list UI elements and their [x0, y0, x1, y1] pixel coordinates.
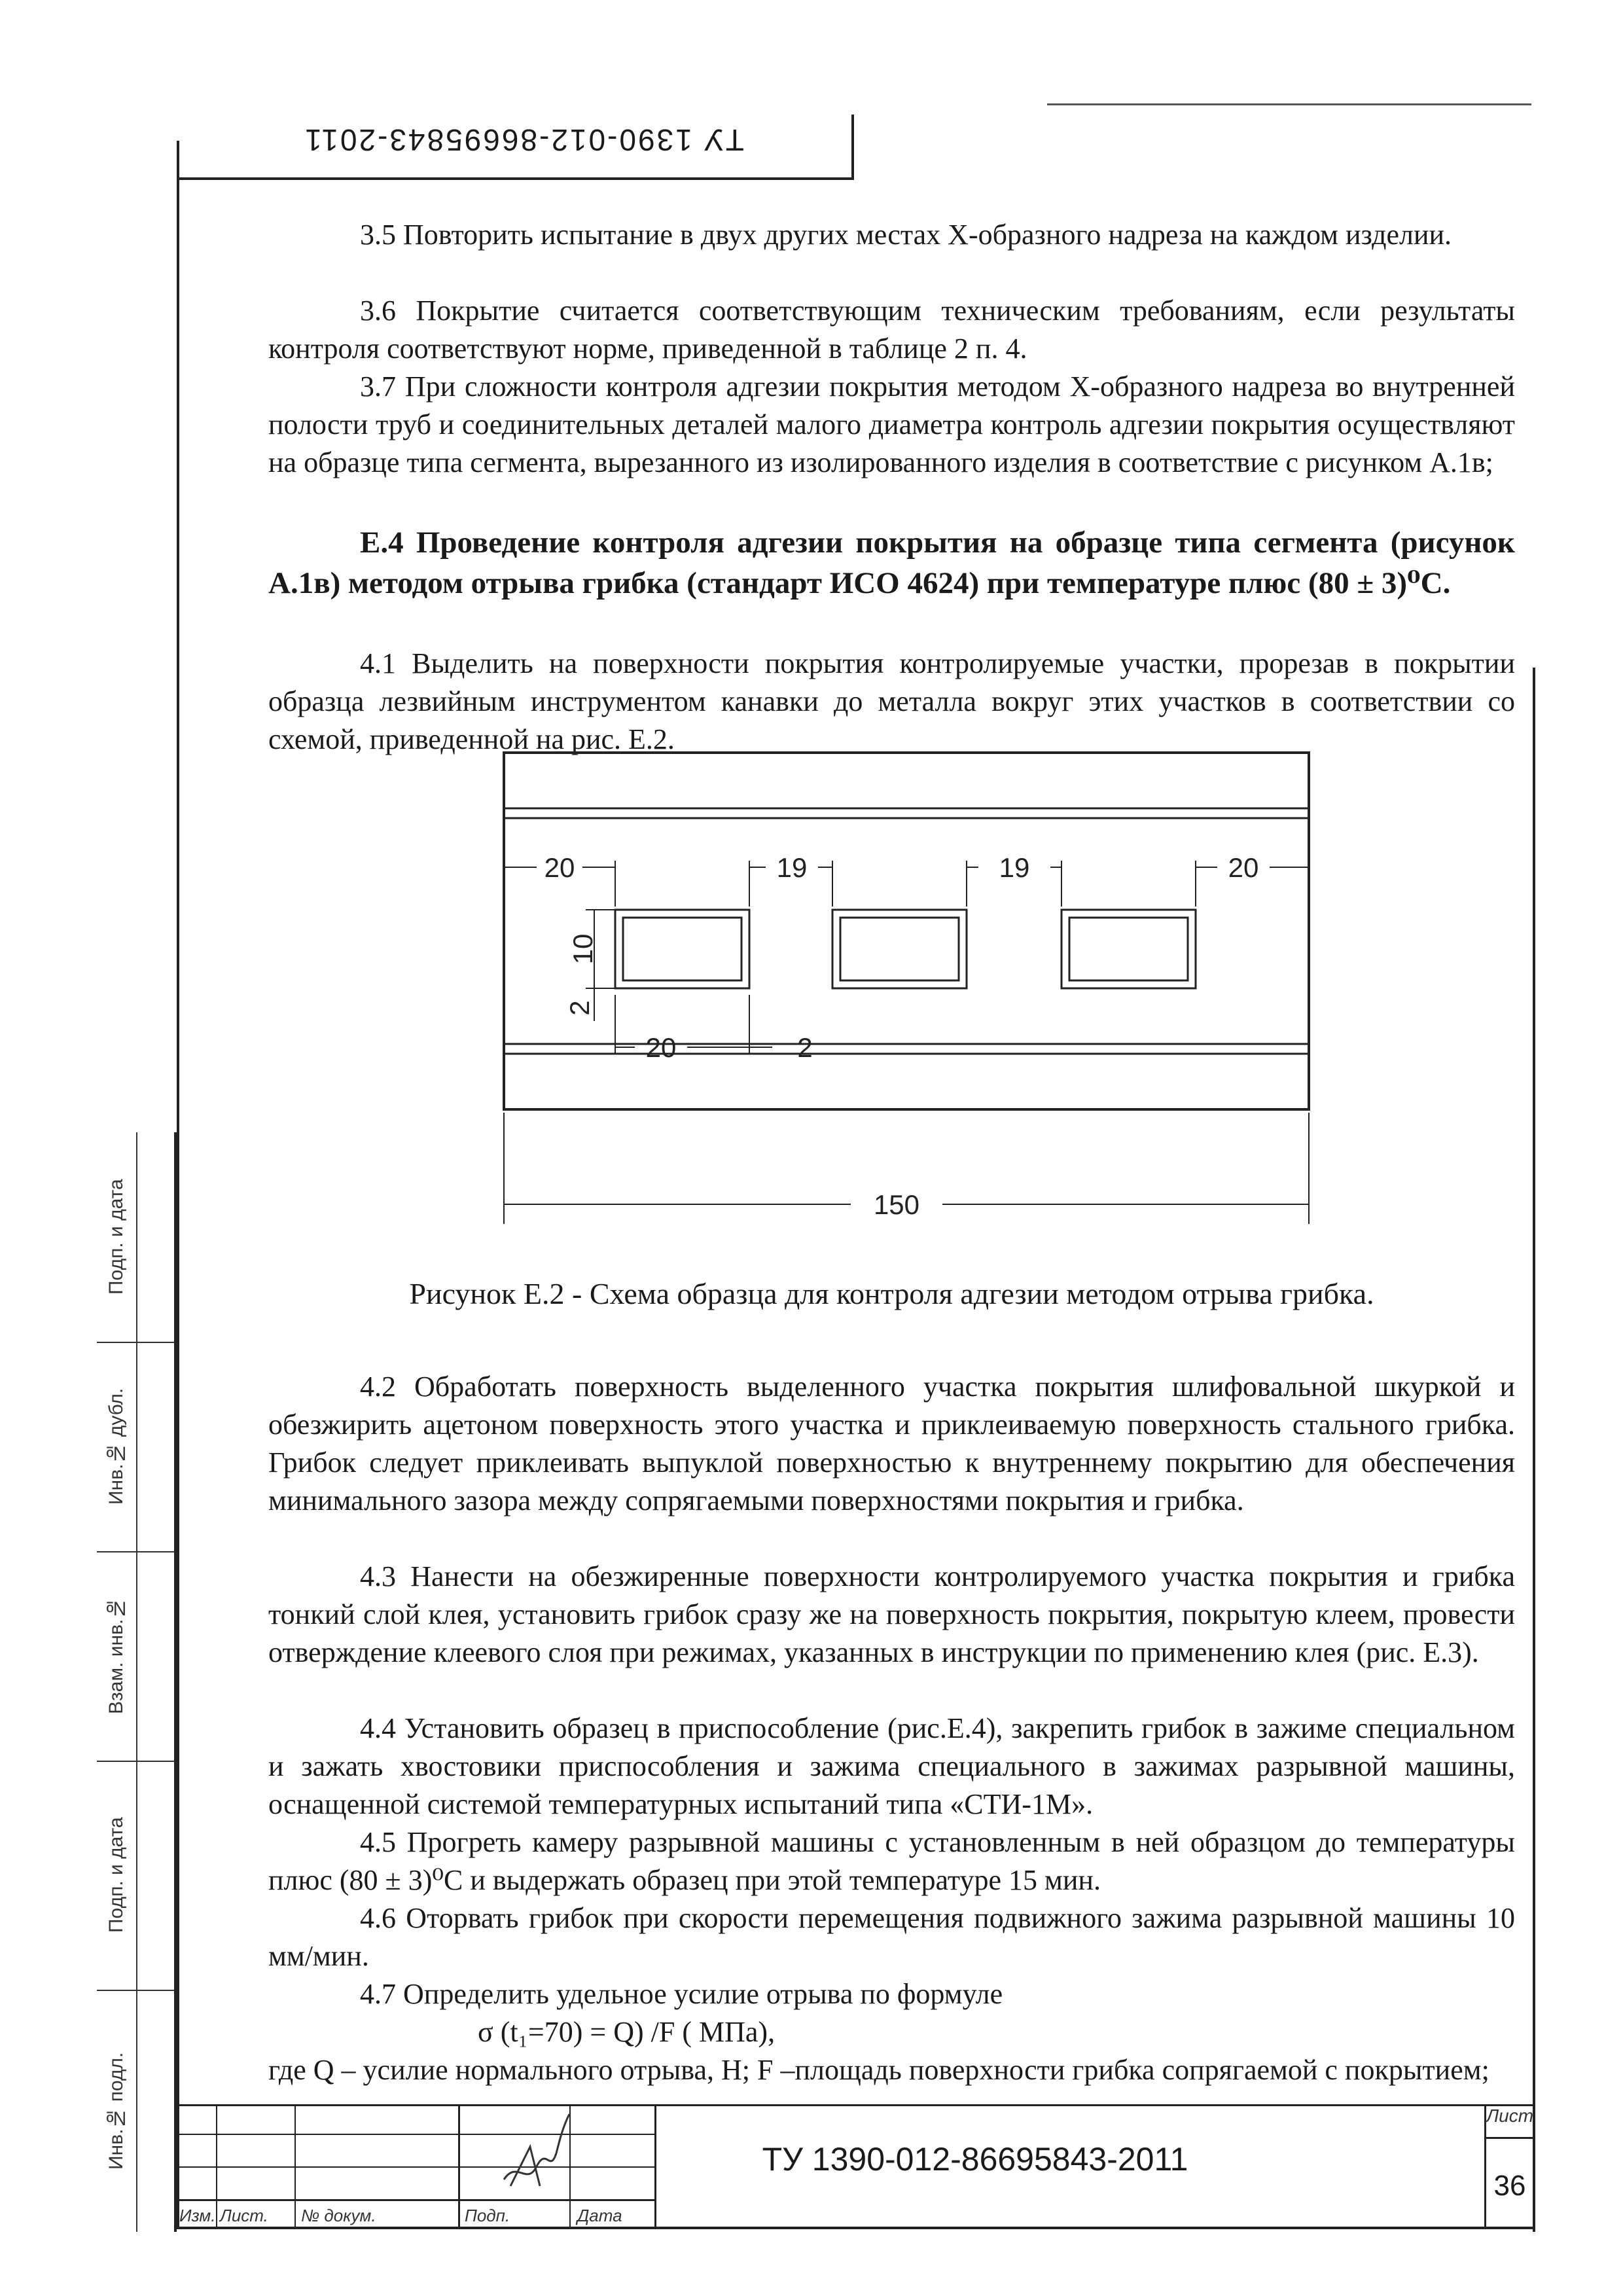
dim-offset: 2	[564, 1000, 595, 1016]
col-date: Дата	[577, 2206, 622, 2225]
paragraph-4-4: 4.4 Установить образец в приспособление (рис.Е.4), закрепить грибок в зажиме специальном и зажать хвостовики приспособления и зажима специального в зажимах разрывной машины, оснащенной системой температурных испытаний типа «СТИ-1М».	[268, 1712, 1515, 1820]
formula-legend: где Q – усилие нормального отрыва, Н; F –площадь поверхности грибка сопрягаемой с покрытием;	[268, 2054, 1489, 2086]
paragraph-4-5: 4.5 Прогреть камеру разрывной машины с установленным в ней образцом до температуры плюс (80 ± 3)⁰С и выдержать образец при этой температуре 15 мин.	[268, 1826, 1515, 1896]
side-label-dup-inv: Инв.№ дубл.	[105, 1388, 127, 1505]
paragraph-4-3: 4.3 Нанести на обезжиренные поверхности контролируемого участка покрытия и грибка тонкий слой клея, установить грибок сразу же на поверхность покрытия, покрытую клеем, провести отверждение клеевого слоя при режимах, указанных в инструкции по применению клея (рис. Е.3).	[268, 1560, 1515, 1668]
paragraph-4-1: 4.1 Выделить на поверхности покрытия контролируемые участки, прорезав в покрытии образца лезвийным инструментом канавки до металла вокруг этих участков в соответствии со схемой, приведенной на рис. Е.2.	[268, 647, 1515, 755]
col-doc: № докум.	[301, 2206, 376, 2225]
top-rule	[1047, 103, 1531, 105]
dimension-lines	[504, 861, 1309, 1224]
paragraph-4-6: 4.6 Оторвать грибок при скорости перемещения подвижного зажима разрывной машины 10 мм/мин.	[268, 1902, 1515, 1972]
col-list: Лист.	[220, 2206, 268, 2225]
side-strip	[97, 1132, 177, 2232]
dim-window-width: 20	[645, 1032, 677, 1063]
figure-caption: Рисунок Е.2 - Схема образца для контроля адгезии методом отрыва грибка.	[409, 1277, 1374, 1310]
document-code: ТУ 1390-012-86695843-2011	[762, 2141, 1188, 2178]
specimen-diagram	[497, 746, 1315, 1257]
col-izm: Изм.	[179, 2206, 216, 2225]
dim-top-1: 20	[544, 852, 575, 883]
paragraph-4-2: 4.2 Обработать поверхность выделенного участка покрытия шлифовальной шкуркой и обезжирить ацетоном поверхность этого участка и приклеиваемую поверхность стального грибка. Грибок следует приклеивать выпуклой поверхностью к внутреннему покрытию для обеспечения минимального зазора между сопрягаемыми поверхностями покрытия и грибка.	[268, 1371, 1515, 1516]
dim-total: 150	[873, 1189, 920, 1220]
formula: σ (t₁=70) = Q) /F ( МПа),	[478, 2016, 776, 2048]
dim-gap: 2	[797, 1032, 813, 1063]
sheet-number: 36	[1493, 2170, 1526, 2202]
title-block	[177, 2104, 1535, 2229]
side-label-orig-inv: Инв.№ подл.	[105, 2052, 127, 2170]
frame-right-border	[1533, 668, 1535, 2232]
paragraph-3-6: 3.6 Покрытие считается соответствующим техническим требованиям, если результаты контроля соответствуют норме, приведенной в таблице 2 п. 4.	[268, 295, 1515, 365]
paragraph-3-7: 3.7 При сложности контроля адгезии покрытия методом X-образного надреза во внутренней полости труб и соединительных деталей малого диаметра контроль адгезии покрытия осуществляют на образце типа сегмента, вырезанного из изолированного изделия в соответствие с рисунком А.1в;	[268, 370, 1515, 478]
dim-top-3: 19	[999, 852, 1030, 883]
dim-top-4: 20	[1228, 852, 1259, 883]
dim-window-height: 10	[567, 933, 598, 965]
side-label-replace-inv: Взам. инв.№	[105, 1597, 127, 1715]
side-label-sign-date-1: Подп. и дата	[105, 1179, 127, 1295]
side-label-sign-date-2: Подп. и дата	[105, 1817, 127, 1933]
sheet-label: Лист	[1486, 2106, 1534, 2126]
test-window-2	[832, 910, 967, 988]
paragraph-3-5: 3.5 Повторить испытание в двух других местах X-образного надреза на каждом изделии.	[360, 219, 1452, 251]
test-window-3	[1061, 910, 1196, 988]
test-window-1	[615, 910, 749, 988]
top-stamp	[177, 115, 854, 180]
frame-left-border	[177, 141, 179, 2229]
signature-mark	[491, 2108, 582, 2206]
paragraph-4-7: 4.7 Определить удельное усилие отрыва по формуле	[360, 1978, 1003, 2010]
top-stamp-code: ТУ 1390-012-86695843-2011	[303, 123, 744, 157]
dim-top-2: 19	[776, 852, 808, 883]
col-sign: Подп.	[465, 2206, 510, 2225]
section-heading-e4: Е.4 Проведение контроля адгезии покрытия на образце типа сегмента (рисунок А.1в) методом отрыва грибка (стандарт ИСО 4624) при температуре плюс (80 ± 3)⁰С.	[268, 526, 1515, 600]
